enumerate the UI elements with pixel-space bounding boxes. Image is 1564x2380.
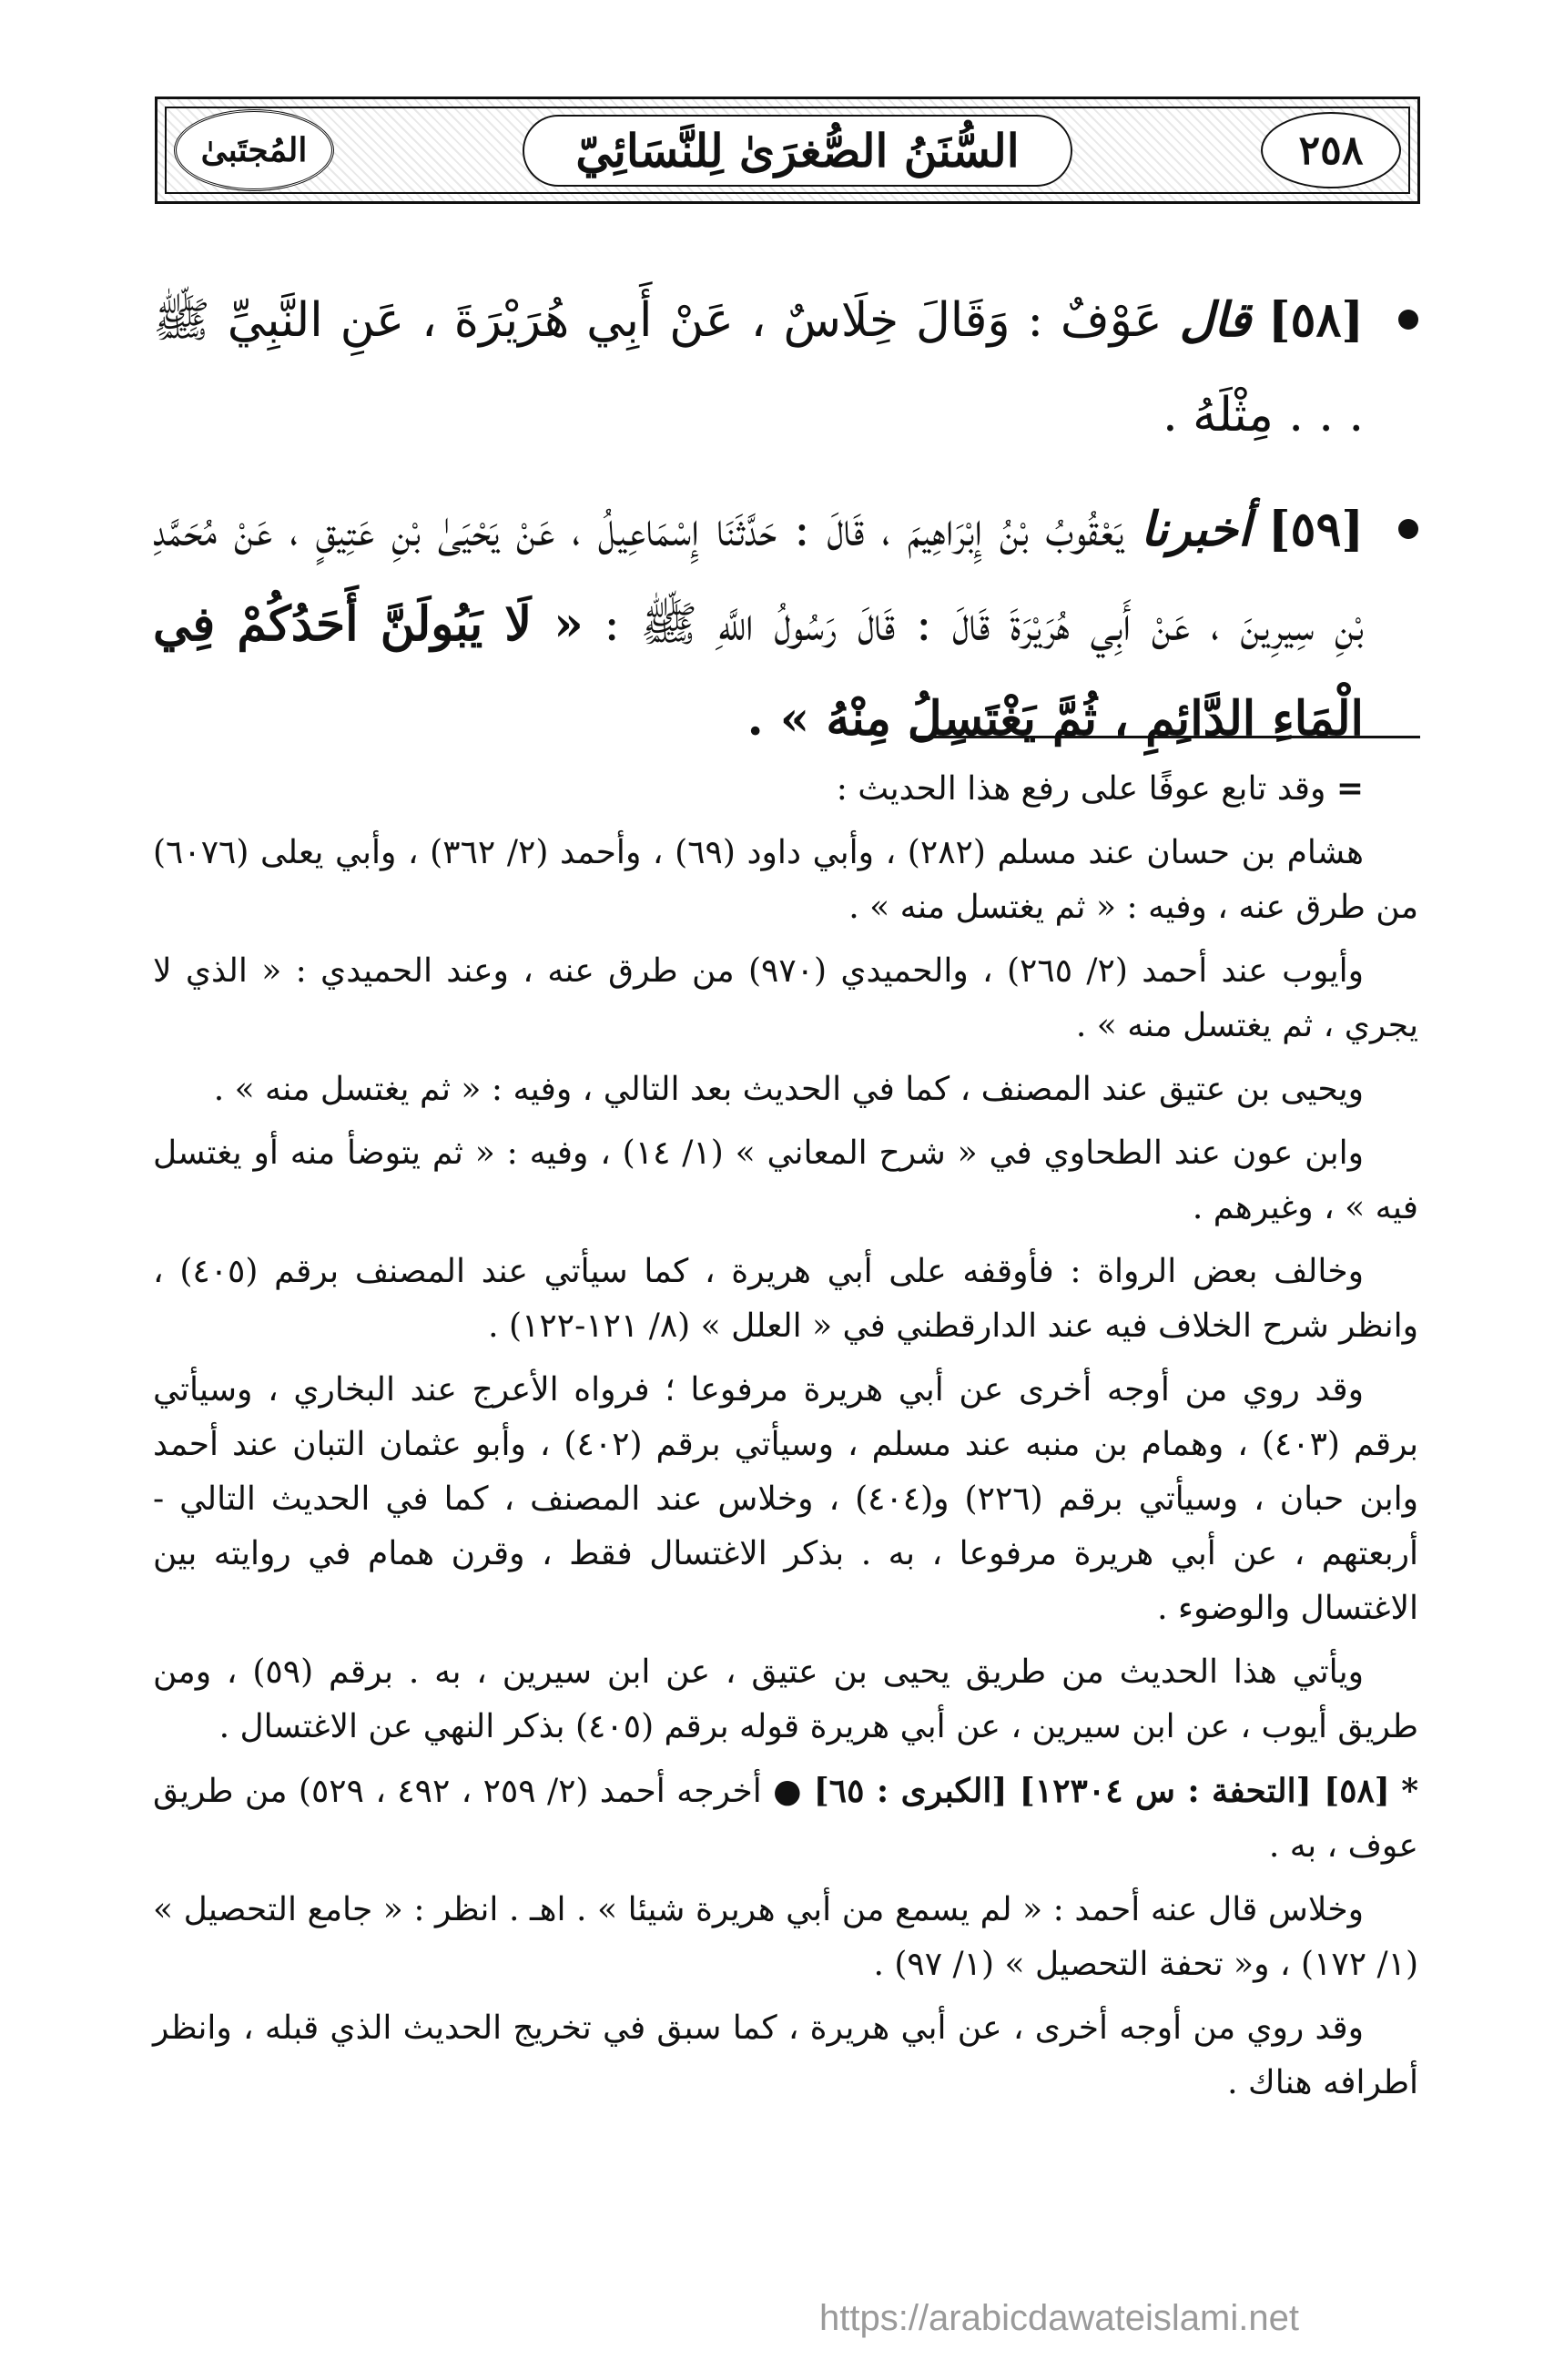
hadith-text: عَوْفٌ : وَقَالَ خِلَاسٌ ، عَنْ أَبِي هُرَيْرَةَ ، عَنِ النَّبِيِّ ﷺ . . . مِثْلَهُ .: [153, 293, 1364, 442]
footnote-separator: [910, 736, 1420, 738]
footnote-paragraph: هشام بن حسان عند مسلم (٢٨٢) ، وأبي داود (٦٩) ، وأحمد (٢/ ٣٦٢) ، وأبي يعلى (٦٠٧٦) من طرق عنه ، وفيه : « ثم يغتسل منه » .: [153, 834, 1418, 926]
hadith-58: [153, 273, 1418, 463]
hadith-number: [٥٨]: [1267, 292, 1365, 348]
footnote-paragraph: وقد روي من أوجه أخرى ، عن أبي هريرة ، كما سبق في تخريج الحديث الذي قبله ، وانظر أطرافه هناك .: [153, 2009, 1418, 2101]
page-number: ٢٥٨: [1261, 112, 1401, 188]
footnote-paragraph: ويأتي هذا الحديث من طريق يحيى بن عتيق ، عن ابن سيرين ، به . برقم (٥٩) ، ومن طريق أيوب ، عن ابن سيرين ، عن أبي هريرة قوله برقم (٤٠٥) بذكر النهي عن الاغتسال .: [153, 1653, 1418, 1745]
asterisk-icon: *: [1401, 1772, 1419, 1810]
footnote-paragraph: = وقد تابع عوفًا على رفع هذا الحديث :: [836, 769, 1364, 808]
footnote-paragraph: وأيوب عند أحمد (٢/ ٢٦٥) ، والحميدي (٩٧٠) من طرق عنه ، وعند الحميدي : « الذي لا يجري ، ثم يغتسل منه » .: [153, 952, 1418, 1044]
footnote-paragraph: وابن عون عند الطحاوي في « شرح المعاني » (١/ ١٤) ، وفيه : « ثم يتوضأ منه أو يغتسل فيه » ، وغيرهم .: [153, 1134, 1418, 1226]
footnote-paragraph: وخالف بعض الرواة : فأوقفه على أبي هريرة ، كما سيأتي عند المصنف برقم (٤٠٥) ، وانظر شرح الخلاف فيه عند الدارقطني في « العلل » (٨/ ١٢١-١٢٢) .: [153, 1253, 1418, 1345]
footnote-paragraph: وقد روي من أوجه أخرى عن أبي هريرة مرفوعا ؛ فرواه الأعرج عند البخاري ، وسيأتي برقم (٤٠٣) ، وهمام بن منبه عند مسلم ، وسيأتي برقم (٤٠٢) ، وأبو عثمان التبان عند أحمد وابن حبان ، وسيأتي برقم (٢٢٦) و(٤٠٤) ، وخلاس عند المصنف ، كما في الحديث التالي - أربعتهم ، عن أبي هريرة مرفوعا ، به . بذكر الاغتسال فقط ، وقرن همام في روايته بين الاغتسال والوضوء .: [153, 1371, 1419, 1627]
takhrij-head: [٥٨] [التحفة : س ١٢٣٠٤] [الكبرى : ٦٥]: [813, 1772, 1390, 1810]
hadith-lead: أخبرنا: [1140, 502, 1252, 557]
bullet-icon: [1398, 310, 1418, 330]
takhrij-paragraph: [153, 1764, 1418, 1874]
takhrij-text: ● أخرجه أحمد (٢/ ٢٥٩ ، ٤٩٢ ، ٥٢٩) من طريق عوف ، به .: [153, 1773, 1418, 1865]
hadith-59: [153, 483, 1418, 767]
hadith-number: [٥٩]: [1267, 502, 1365, 557]
hadith-section: [153, 273, 1418, 787]
bullet-icon: [1398, 519, 1418, 539]
continuation-marker: =: [1335, 769, 1364, 808]
book-title: السُّنَنُ الصُّغرَىٰ لِلنَّسَائِيّ: [523, 115, 1071, 187]
watermark-url: https://arabicdawateislami.net: [819, 2298, 1299, 2338]
footnote-paragraph: وخلاس قال عنه أحمد : « لم يسمع من أبي هريرة شيئا » . اهـ . انظر : « جامع التحصيل » (١/ ١٧٢) ، و« تحفة التحصيل » (١/ ٩٧) .: [153, 1891, 1418, 1983]
hadith-quote: « لَا يَبُولَنَّ أَحَدُكُمْ فِي الْمَاءِ الدَّائِمِ ، ثُمَّ يَغْتَسِلُ مِنْهُ » .: [153, 596, 1364, 747]
footnotes: [153, 761, 1418, 2120]
book-emblem: المُجتَبىٰ: [174, 109, 334, 191]
footnote-paragraph: ويحيى بن عتيق عند المصنف ، كما في الحديث بعد التالي ، وفيه : « ثم يغتسل منه » .: [213, 1071, 1364, 1108]
hadith-lead: قال: [1179, 292, 1252, 348]
hadith-text: يَعْقُوبُ بْنُ إِبْرَاهِيمَ ، قَالَ : حَدَّثَنَا إِسْمَاعِيلُ ، عَنْ يَحْيَىٰ بْنِ عَتِيقٍ ، عَنْ مُحَمَّدِ بْنِ سِيرِينَ ، عَنْ أَبِي هُرَيْرَةَ قَالَ : قَالَ رَسُولُ اللَّهِ ﷺ :: [153, 503, 1364, 652]
page-header: [155, 97, 1420, 204]
